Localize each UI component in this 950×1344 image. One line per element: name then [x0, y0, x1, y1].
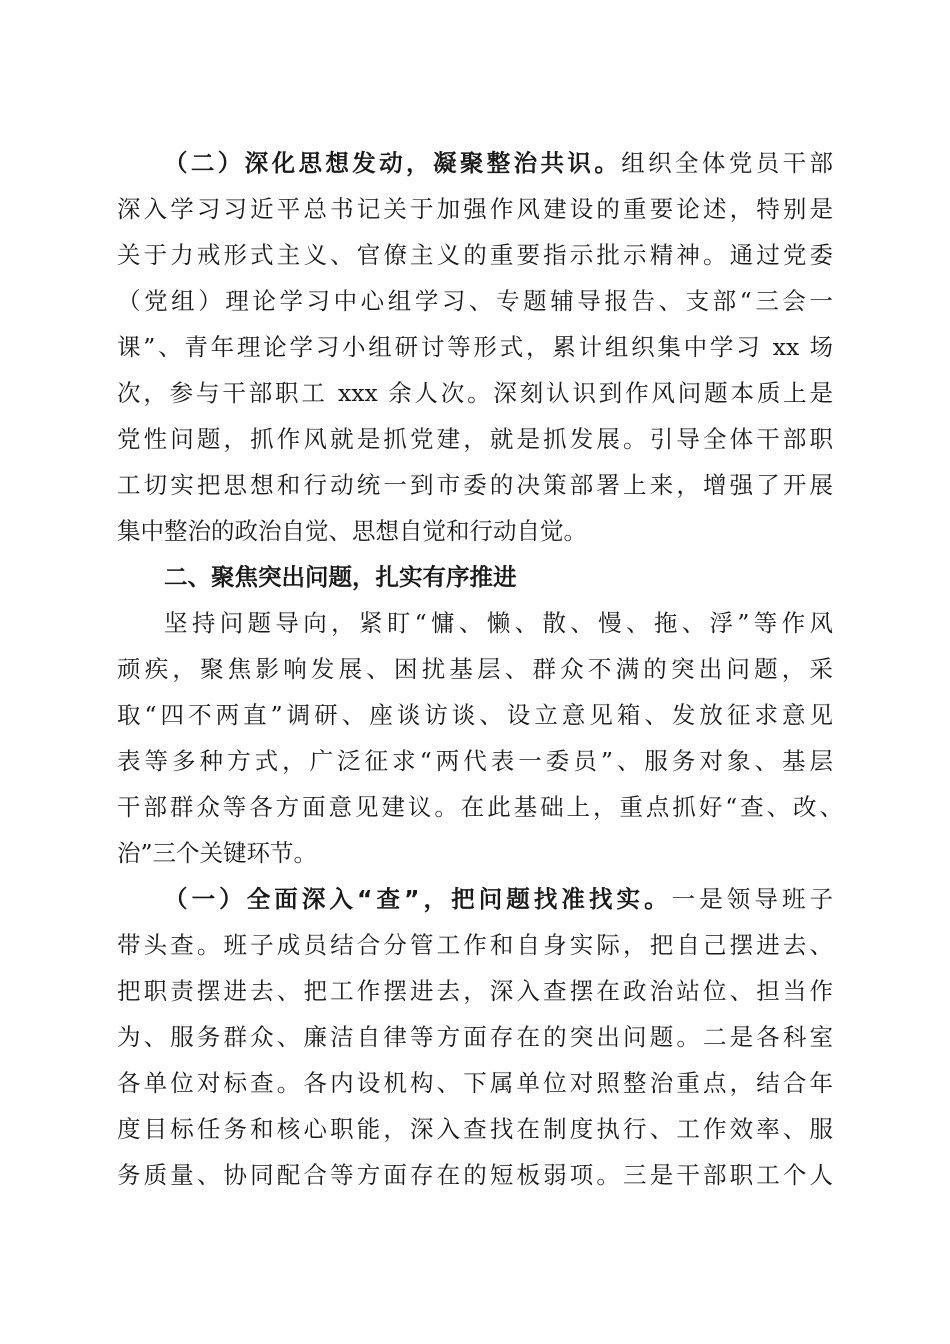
paragraph-3-line-5: 各单位对标查。各内设机构、下属单位对照整治重点，结合年: [117, 1069, 833, 1097]
paragraph-1-line-9: 集中整治的政治自觉、思想自觉和行动自觉。: [117, 517, 587, 545]
paragraph-3-line-3: 把职责摆进去、把工作摆进去，深入查摆在政治站位、担当作: [117, 977, 833, 1005]
paragraph-3-line-2: 带头查。班子成员结合分管工作和自身实际，把自己摆进去、: [117, 931, 833, 959]
paragraph-1-line-8: 工切实把思想和行动统一到市委的决策部署上来，增强了开展: [117, 471, 833, 499]
paragraph-3-line-7: 务质量、协同配合等方面存在的短板弱项。三是干部职工个人: [117, 1161, 833, 1189]
section-heading-2: 二、聚焦突出问题，扎实有序推进: [164, 563, 517, 591]
paragraph-2-line-3: 取“四不两直”调研、座谈访谈、设立意见箱、发放征求意见: [117, 701, 833, 729]
paragraph-2-line-1: 坚持问题导向，紧盯“慵、懒、散、慢、拖、浮”等作风: [164, 609, 833, 637]
paragraph-3-line-4: 为、服务群众、廉洁自律等方面存在的突出问题。二是各科室: [117, 1023, 833, 1051]
paragraph-1-line-1: [164, 140, 833, 186]
paragraph-3-line-6: 度目标任务和核心职能，深入查找在制度执行、工作效率、服: [117, 1115, 833, 1143]
paragraph-1-line-2: 深入学习习近平总书记关于加强作风建设的重要论述，特别是: [117, 195, 833, 223]
paragraph-1-line-3: 关于力戒形式主义、官僚主义的重要指示批示精神。通过党委: [117, 241, 833, 269]
paragraph-1-line-7: 党性问题，抓作风就是抓党建，就是抓发展。引导全体干部职: [117, 425, 833, 453]
paragraph-2-line-5: 干部群众等各方面意见建议。在此基础上，重点抓好“查、改、: [117, 793, 843, 821]
paragraph-3-line-1-rest: 一是领导班子: [671, 885, 834, 913]
paragraph-1-line-4: （党组）理论学习中心组学习、专题辅导报告、支部“三会一: [117, 287, 833, 315]
paragraph-1-line-5: 课”、青年理论学习小组研讨等形式，累计组织集中学习 xx 场: [117, 333, 833, 361]
paragraph-1-line-6: 次，参与干部职工 xxx 余人次。深刻认识到作风问题本质上是: [117, 379, 833, 407]
paragraph-2-line-4: 表等多种方式，广泛征求“两代表一委员”、服务对象、基层: [117, 747, 833, 775]
paragraph-1-lead: （二）深化思想发动，凝聚整治共识。: [164, 149, 622, 177]
paragraph-1-line-1-rest: 组织全体党员干部: [621, 149, 834, 177]
paragraph-2-line-2: 顽疾，聚焦影响发展、困扰基层、群众不满的突出问题，采: [117, 655, 833, 683]
paragraph-2-line-6: 治”三个关键环节。: [117, 839, 318, 867]
paragraph-3-line-1: [164, 876, 833, 922]
paragraph-3-lead: （一）全面深入“查”，把问题找准找实。: [164, 885, 672, 913]
